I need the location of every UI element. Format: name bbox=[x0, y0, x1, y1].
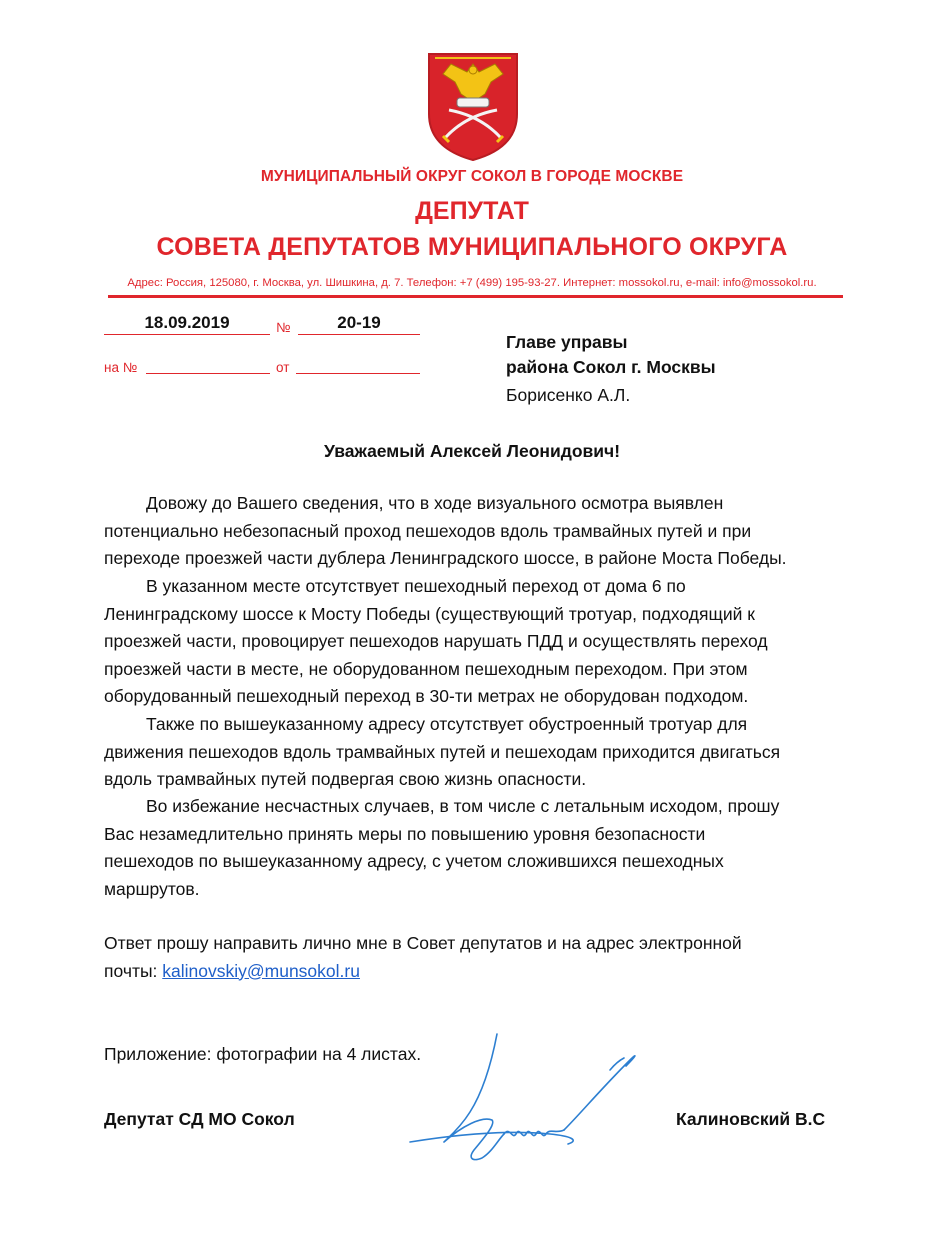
paragraph-line: Во избежание несчастных случаев, в том числе с летальным исходом, прошу bbox=[146, 796, 780, 816]
addressee-line-1: Главе управы bbox=[506, 332, 628, 352]
paragraph-3 bbox=[104, 711, 844, 794]
reply-request-line-2 bbox=[104, 958, 844, 986]
from-underline bbox=[296, 373, 420, 374]
paragraph-line: переходе проезжей части дублера Ленинградского шоссе, в районе Моста Победы. bbox=[104, 548, 787, 568]
org-line: МУНИЦИПАЛЬНЫЙ ОКРУГ СОКОЛ В ГОРОДЕ МОСКВЕ bbox=[260, 168, 684, 185]
handwritten-signature bbox=[400, 1030, 650, 1170]
paragraph-2 bbox=[104, 573, 844, 711]
paragraph-line: пешеходов по вышеуказанному адресу, с учетом сложившихся пешеходных bbox=[104, 851, 724, 871]
paragraph-4 bbox=[104, 793, 844, 903]
in-reply-underline bbox=[146, 373, 270, 374]
email-link[interactable]: kalinovskiy@munsokol.ru bbox=[162, 960, 360, 981]
header-divider bbox=[108, 295, 843, 298]
outgoing-date: 18.09.2019 bbox=[144, 313, 230, 332]
addressee-name: Борисенко А.Л. bbox=[506, 385, 631, 405]
signer-position: Депутат СД МО Сокол bbox=[104, 1109, 295, 1129]
number-underline bbox=[298, 334, 420, 335]
paragraph-1 bbox=[104, 490, 844, 573]
coat-of-arms-logo bbox=[425, 50, 521, 162]
reply-request bbox=[104, 930, 844, 985]
paragraph-line: Вас незамедлительно принять меры по повышению уровня безопасности bbox=[104, 823, 706, 844]
paragraph-line: Ленинградскому шоссе к Мосту Победы (существующий тротуар, подходящий к bbox=[104, 603, 755, 624]
salutation: Уважаемый Алексей Леонидович! bbox=[323, 441, 621, 461]
paragraph-line: проезжей части в месте, не оборудованном пешеходным переходом. При этом bbox=[104, 658, 748, 679]
reply-request-line: Ответ прошу направить лично мне в Совет депутатов и на адрес электронной bbox=[104, 933, 742, 953]
in-reply-label: на № bbox=[104, 360, 138, 375]
paragraph-line: движения пешеходов вдоль трамвайных путей и пешеходам приходится двигаться bbox=[104, 741, 781, 762]
attachment-note: Приложение: фотографии на 4 листах. bbox=[104, 1044, 422, 1064]
signer-name: Калиновский В.С bbox=[676, 1109, 826, 1129]
title-line-2: СОВЕТА ДЕПУТАТОВ МУНИЦИПАЛЬНОГО ОКРУГА bbox=[156, 233, 788, 261]
paragraph-line: В указанном месте отсутствует пешеходный переход от дома 6 по bbox=[146, 576, 686, 596]
paragraph-line: оборудованный пешеходный переход в 30-ти метрах не оборудован подходом. bbox=[104, 686, 749, 706]
paragraph-line: Довожу до Вашего сведения, что в ходе визуального осмотра выявлен bbox=[146, 493, 724, 513]
from-label: от bbox=[276, 360, 290, 375]
addressee-line-2: района Сокол г. Москвы bbox=[506, 357, 716, 377]
title-line-1: ДЕПУТАТ bbox=[415, 197, 529, 225]
address-line: Адрес: Россия, 125080, г. Москва, ул. Шишкина, д. 7. Телефон: +7 (499) 195-93-27. Интернет: mossokol.ru, e-mail: info@mossokol.ru. bbox=[127, 277, 817, 289]
paragraph-line: потенциально небезопасный проход пешеходов вдоль трамвайных путей и при bbox=[104, 520, 752, 541]
date-underline bbox=[104, 334, 270, 335]
email-prefix: почты: bbox=[104, 960, 163, 981]
number-label: № bbox=[276, 320, 291, 335]
paragraph-line: Также по вышеуказанному адресу отсутствует обустроенный тротуар для bbox=[146, 714, 748, 734]
paragraph-line: маршрутов. bbox=[104, 878, 200, 899]
paragraph-line: вдоль трамвайных путей подвергая свою жизнь опасности. bbox=[104, 769, 587, 789]
paragraph-line: проезжей части, провоцирует пешеходов нарушать ПДД и осуществлять переход bbox=[104, 631, 768, 651]
outgoing-number: 20-19 bbox=[337, 313, 381, 332]
